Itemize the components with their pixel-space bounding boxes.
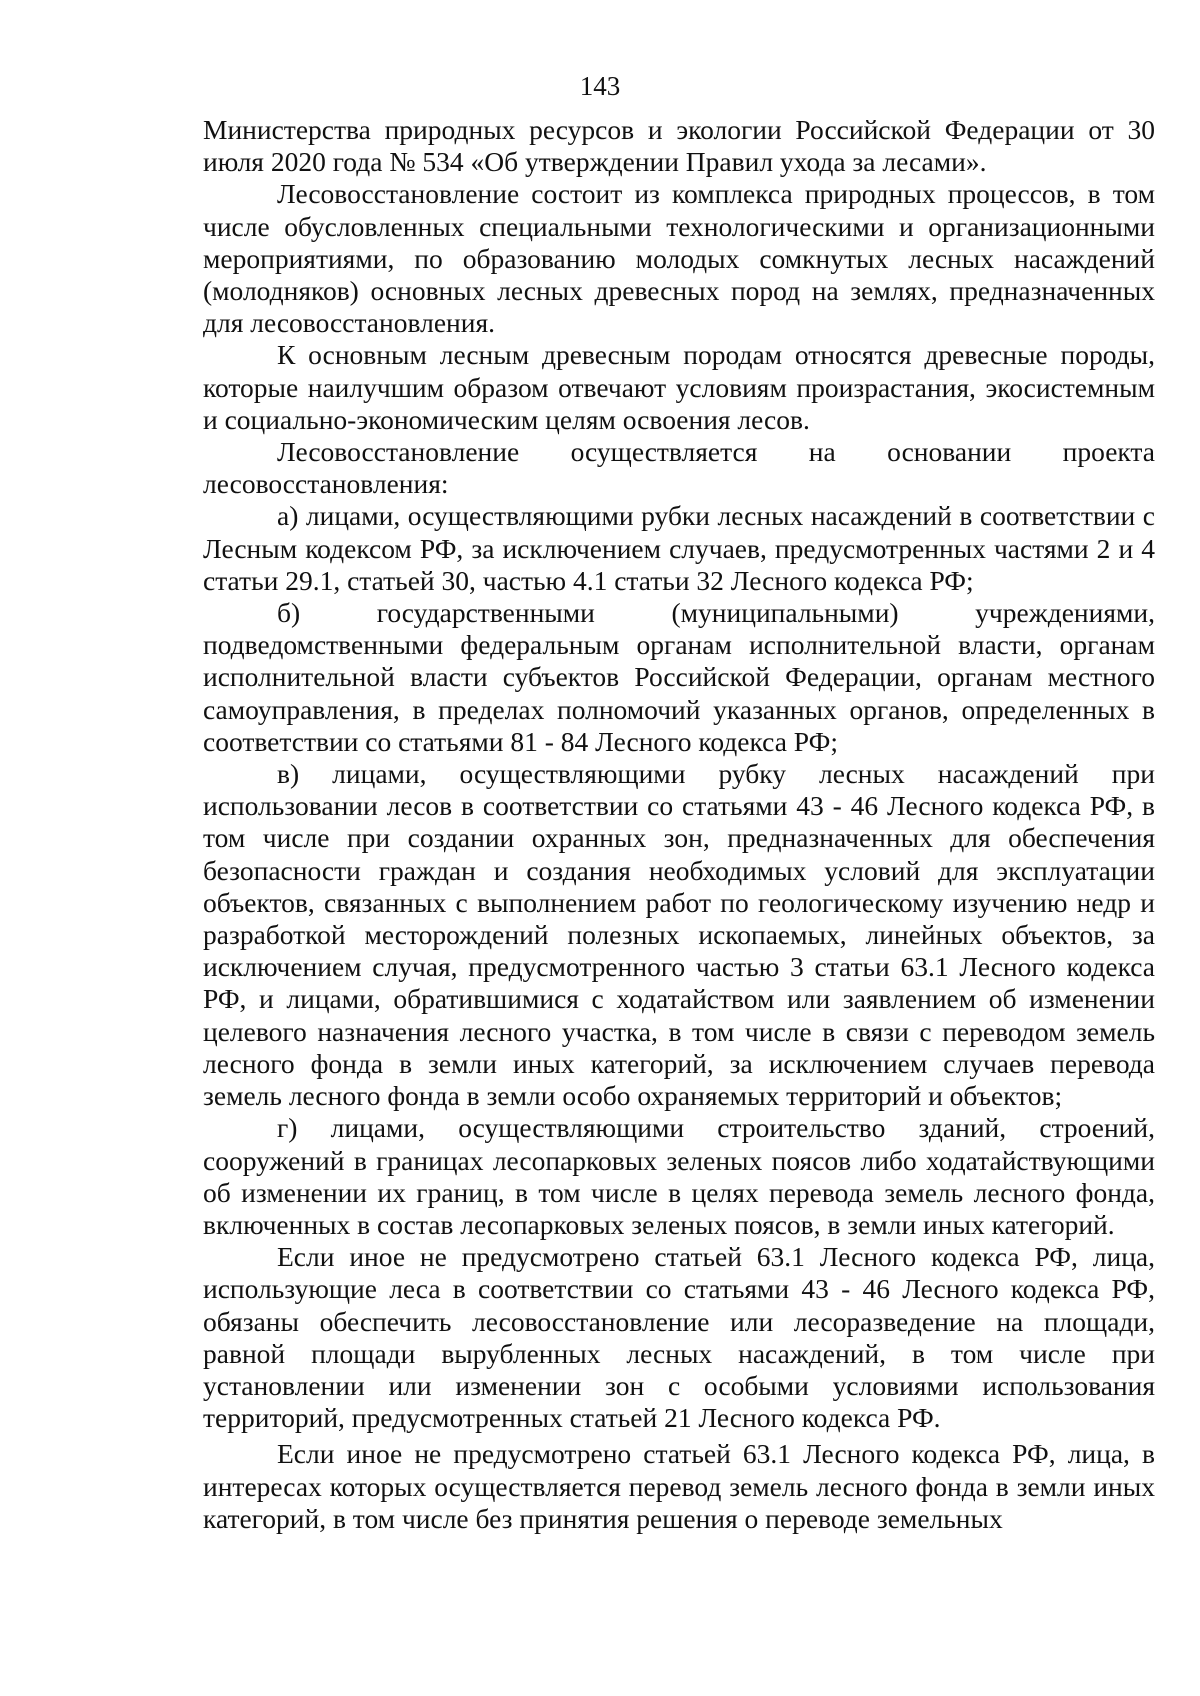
page-number: 143 [579,71,621,101]
paragraph-3: К основным лесным древесным породам относятся древесные породы, которые наилучшим образом отвечают условиям произрастания, экосистемным и социально-экономическим целям освоения лесов. [203,339,1155,435]
paragraph-1: Министерства природных ресурсов и экологии Российской Федерации от 30 июля 2020 года № 534 «Об утверждении Правил ухода за лесами». [203,114,1155,178]
list-item-b: б) государственными (муниципальными) учреждениями, подведомственными федеральным органам исполнительной власти, органам исполнительной власти субъектов Российской Федерации, органам местного самоуправления, в пределах полномочий указанных органов, определенных в соответствии со статьями 81 - 84 Лесного кодекса РФ; [203,597,1155,757]
list-item-v: в) лицами, осуществляющими рубку лесных насаждений при использовании лесов в соответствии со статьями 43 - 46 Лесного кодекса РФ, в том числе при создании охранных зон, предназначенных для обеспечения безопасности граждан и создания необходимых условий для эксплуатации объектов, связанных с выполнением работ по геологическому изучению недр и разработкой месторождений полезных ископаемых, линейных объектов, за исключением случая, предусмотренного частью 3 статьи 63.1 Лесного кодекса РФ, и лицами, обратившимися с ходатайством или заявлением об изменении целевого назначения лесного участка, в том числе в связи с переводом земель лесного фонда в земли иных категорий, за исключением случаев перевода земель лесного фонда в земли особо охраняемых территорий и объектов; [203,758,1155,1112]
paragraph-2: Лесовосстановление состоит из комплекса природных процессов, в том числе обусловленных специальными технологическими и организационными мероприятиями, по образованию молодых сомкнутых лесных насаждений (молодняков) основных лесных древесных пород на землях, предназначенных для лесовосстановления. [203,178,1155,339]
list-item-g: г) лицами, осуществляющими строительство зданий, строений, сооружений в границах лесопарковых зеленых поясов либо ходатайствующими об изменении их границ, в том числе в целях перевода земель лесного фонда, включенных в состав лесопарковых зеленых поясов, в земли иных категорий. [203,1112,1155,1240]
document-body [203,114,1155,1535]
list-item-a: а) лицами, осуществляющими рубки лесных насаждений в соответствии с Лесным кодексом РФ, за исключением случаев, предусмотренных частями 2 и 4 статьи 29.1, статьей 30, частью 4.1 статьи 32 Лесного кодекса РФ; [203,500,1155,596]
paragraph-4: Лесовосстановление осуществляется на основании проекта лесовосстановления: [203,436,1155,500]
paragraph-9: Если иное не предусмотрено статьей 63.1 Лесного кодекса РФ, лица, использующие леса в соответствии со статьями 43 - 46 Лесного кодекса РФ, обязаны обеспечить лесовосстановление или лесоразведение на площади, равной площади вырубленных лесных насаждений, в том числе при установлении или изменении зон с особыми условиями использования территорий, предусмотренных статьей 21 Лесного кодекса РФ. [203,1241,1155,1434]
paragraph-10: Если иное не предусмотрено статьей 63.1 Лесного кодекса РФ, лица, в интересах которых осуществляется перевод земель лесного фонда в земли иных категорий, в том числе без принятия решения о переводе земельных [203,1438,1155,1534]
